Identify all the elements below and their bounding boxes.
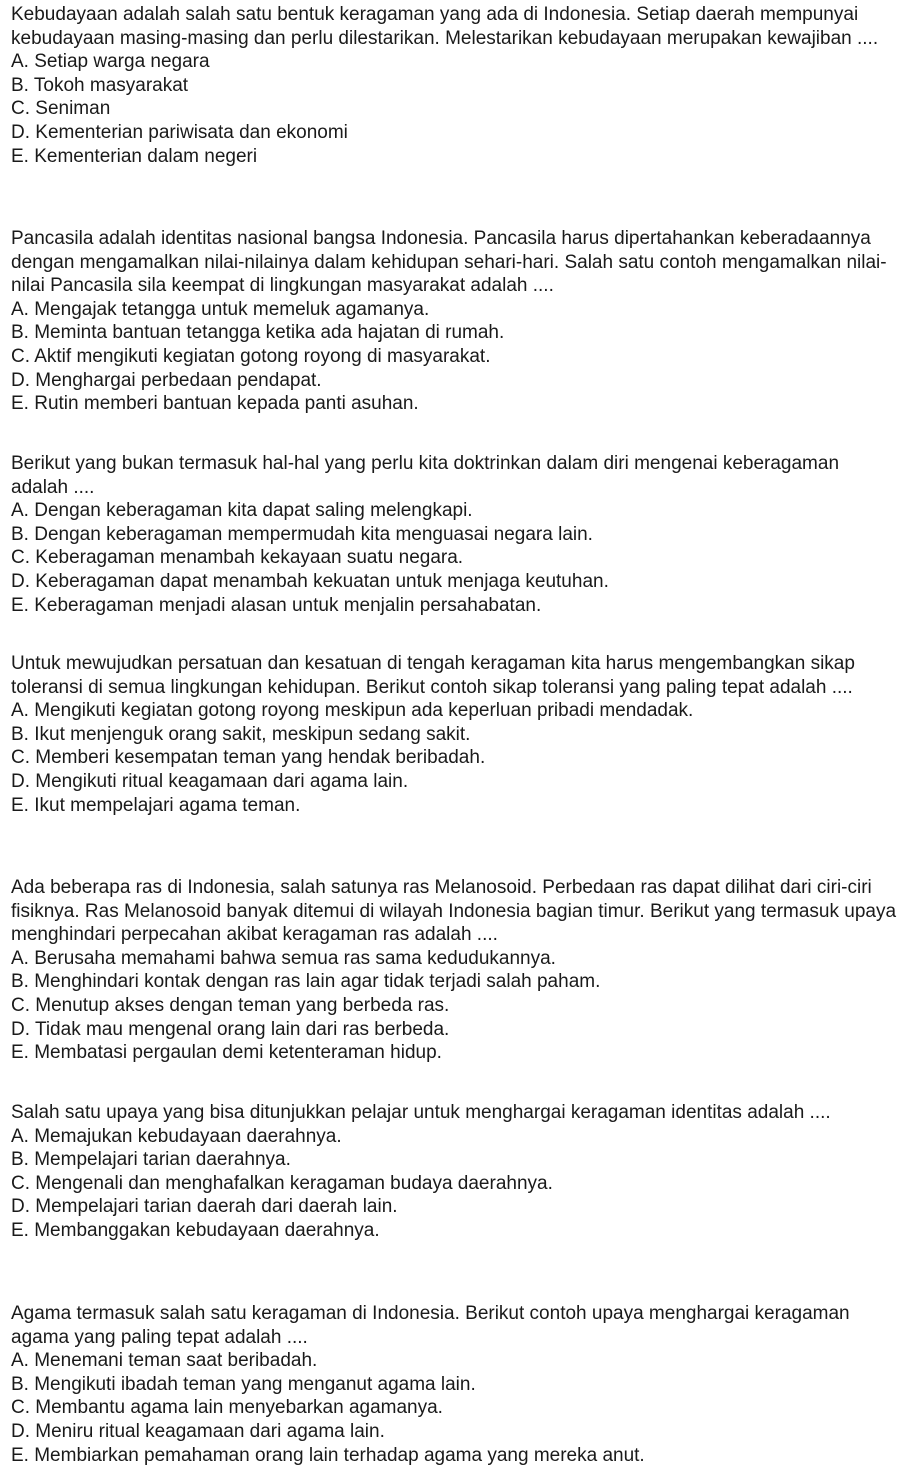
option-letter: E. [11,594,29,616]
option-b [11,74,901,98]
option-text: Memberi kesempatan teman yang hendak beribadah. [35,747,486,769]
option-letter: B. [11,74,29,96]
option-text: Membanggakan kebudayaan daerahnya. [34,1219,380,1241]
option-text: Dengan keberagaman mempermudah kita menguasai negara lain. [34,523,593,545]
option-letter: B. [11,322,29,344]
option-e [11,794,901,818]
option-b [11,970,901,994]
question-stem: Ada beberapa ras di Indonesia, salah satunya ras Melanosoid. Perbedaan ras dapat dilihat dari ciri-ciri fisiknya. Ras Melanosoid banyak ditemui di wilayah Indonesia bagian timur. Berikut yang termasuk upaya menghindari perpecahan akibat keragaman ras adalah .... [11,877,897,946]
option-a [11,1349,901,1373]
option-letter: D. [11,369,30,391]
option-text: Dengan keberagaman kita dapat saling melengkapi. [34,500,473,522]
question-3 [11,452,901,617]
option-text: Meminta bantuan tetangga ketika ada hajatan di rumah. [34,322,505,344]
question-stem: Kebudayaan adalah salah satu bentuk keragaman yang ada di Indonesia. Setiap daerah mempunyai kebudayaan masing-masing dan perlu dilestarikan. Melestarikan kebudayaan merupakan kewajiban .... [11,4,879,49]
option-text: Mengajak tetangga untuk memeluk agamanya. [34,298,430,320]
option-e [11,145,901,169]
option-letter: B. [11,1149,29,1171]
option-letter: E. [11,393,29,415]
option-letter: D. [11,1196,30,1218]
option-letter: C. [11,994,30,1016]
option-letter: A. [11,947,29,969]
option-b [11,1373,901,1397]
option-text: Rutin memberi bantuan kepada panti asuhan. [34,393,419,415]
option-text: Ikut mempelajari agama teman. [34,794,301,816]
option-letter: A. [11,1350,29,1372]
option-text: Kementerian pariwisata dan ekonomi [35,121,348,143]
option-text: Membiarkan pemahaman orang lain terhadap agama yang mereka anut. [34,1444,645,1466]
option-text: Aktif mengikuti kegiatan gotong royong di masyarakat. [34,345,491,367]
option-c [11,97,901,121]
question-1 [11,3,901,168]
option-letter: E. [11,1444,29,1466]
option-letter: E. [11,794,29,816]
question-stem: Untuk mewujudkan persatuan dan kesatuan di tengah keragaman kita harus mengembangkan sikap toleransi di semua lingkungan kehidupan. Berikut contoh sikap toleransi yang paling tepat adalah .... [11,653,855,698]
option-letter: B. [11,523,29,545]
question-4 [11,652,901,817]
option-text: Memajukan kebudayaan daerahnya. [34,1125,342,1147]
option-text: Berusaha memahami bahwa semua ras sama kedudukannya. [34,947,556,969]
option-text: Meniru ritual keagamaan dari agama lain. [35,1420,385,1442]
question-stem: Agama termasuk salah satu keragaman di Indonesia. Berikut contoh upaya menghargai keragaman agama yang paling tepat adalah .... [11,1303,850,1348]
option-text: Keberagaman menambah kekayaan suatu negara. [35,547,464,569]
option-letter: C. [11,747,30,769]
option-e [11,392,901,416]
question-stem: Pancasila adalah identitas nasional bangsa Indonesia. Pancasila harus dipertahankan keberadaannya dengan mengamalkan nilai-nilainya dalam kehidupan sehari-hari. Salah satu contoh mengamalkan nilai-nilai Pancasila sila keempat di lingkungan masyarakat adalah .... [11,228,887,297]
option-e [11,594,901,618]
option-text: Kementerian dalam negeri [34,145,258,167]
option-d [11,121,901,145]
question-7 [11,1302,901,1467]
option-a [11,298,901,322]
option-d [11,1195,901,1219]
option-letter: B. [11,723,29,745]
option-letter: A. [11,500,29,522]
option-e [11,1444,901,1468]
option-a [11,699,901,723]
option-text: Setiap warga negara [34,51,210,73]
option-letter: E. [11,1042,29,1064]
question-5 [11,876,901,1065]
option-letter: A. [11,700,29,722]
option-text: Menghargai perbedaan pendapat. [35,369,322,391]
option-letter: D. [11,570,30,592]
option-a [11,947,901,971]
option-letter: C. [11,98,30,120]
option-text: Mengikuti ibadah teman yang menganut agama lain. [34,1373,476,1395]
option-text: Mengikuti kegiatan gotong royong meskipun ada keperluan pribadi mendadak. [34,700,694,722]
option-text: Menutup akses dengan teman yang berbeda ras. [35,994,450,1016]
option-letter: C. [11,1397,30,1419]
option-c [11,345,901,369]
option-c [11,546,901,570]
option-letter: A. [11,51,29,73]
option-letter: D. [11,1018,30,1040]
option-b [11,723,901,747]
option-d [11,1018,901,1042]
option-c [11,746,901,770]
option-text: Mengikuti ritual keagamaan dari agama lain. [35,770,409,792]
option-d [11,770,901,794]
option-d [11,369,901,393]
option-b [11,523,901,547]
option-c [11,1172,901,1196]
option-text: Menemani teman saat beribadah. [34,1350,318,1372]
option-letter: D. [11,121,30,143]
option-letter: E. [11,1219,29,1241]
option-c [11,994,901,1018]
option-b [11,321,901,345]
option-text: Seniman [35,98,111,120]
option-text: Ikut menjenguk orang sakit, meskipun sedang sakit. [34,723,471,745]
question-6 [11,1101,901,1243]
option-text: Membatasi pergaulan demi ketenteraman hidup. [34,1042,442,1064]
option-letter: A. [11,298,29,320]
option-b [11,1148,901,1172]
option-text: Tokoh masyarakat [33,74,189,96]
option-a [11,50,901,74]
option-letter: C. [11,345,30,367]
option-text: Mengenali dan menghafalkan keragaman budaya daerahnya. [35,1172,553,1194]
question-2 [11,227,901,416]
option-letter: A. [11,1125,29,1147]
option-a [11,499,901,523]
option-letter: C. [11,547,30,569]
question-stem: Salah satu upaya yang bisa ditunjukkan pelajar untuk menghargai keragaman identitas adalah .... [11,1102,831,1123]
option-letter: D. [11,1420,30,1442]
option-letter: B. [11,971,29,993]
option-text: Membantu agama lain menyebarkan agamanya. [35,1397,443,1419]
option-e [11,1219,901,1243]
option-c [11,1396,901,1420]
question-stem: Berikut yang bukan termasuk hal-hal yang perlu kita doktrinkan dalam diri mengenai keberagaman adalah .... [11,453,840,498]
option-text: Keberagaman dapat menambah kekuatan untuk menjaga keutuhan. [35,570,609,592]
option-letter: C. [11,1172,30,1194]
option-d [11,1420,901,1444]
option-letter: B. [11,1373,29,1395]
option-a [11,1125,901,1149]
option-text: Keberagaman menjadi alasan untuk menjalin persahabatan. [34,594,542,616]
option-text: Tidak mau mengenal orang lain dari ras berbeda. [34,1018,450,1040]
option-letter: E. [11,145,29,167]
option-d [11,570,901,594]
option-text: Mempelajari tarian daerah dari daerah lain. [35,1196,398,1218]
option-e [11,1041,901,1065]
option-text: Mempelajari tarian daerahnya. [34,1149,291,1171]
option-letter: D. [11,770,30,792]
option-text: Menghindari kontak dengan ras lain agar tidak terjadi salah paham. [34,971,601,993]
